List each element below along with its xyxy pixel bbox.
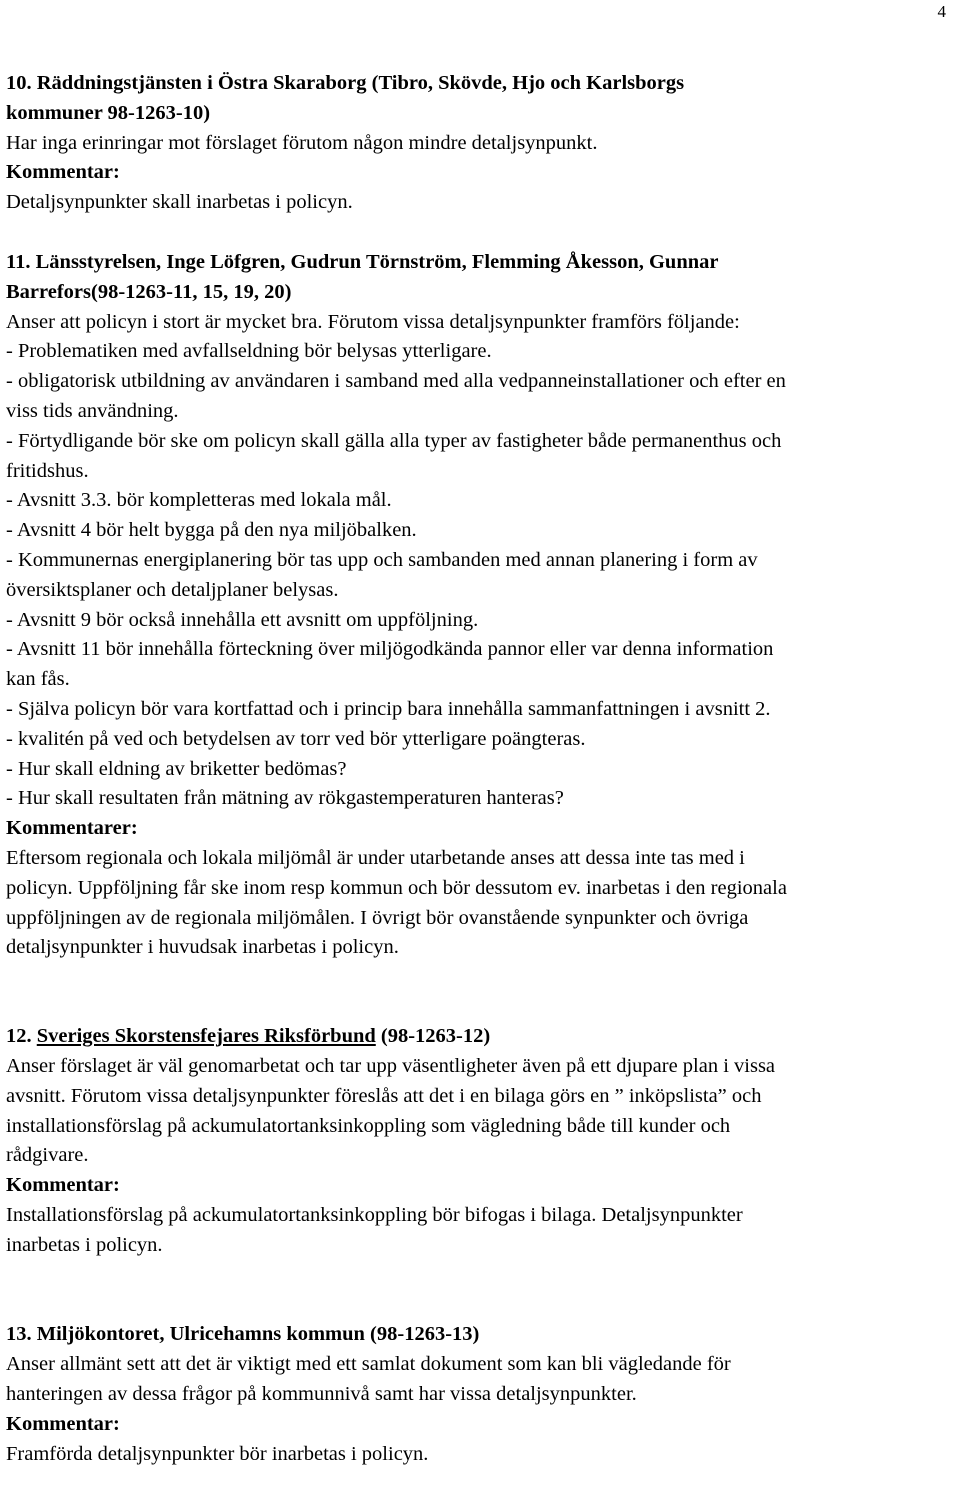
section-11-body-line: fritidshus.	[6, 459, 89, 482]
section-10-comment-line-1: Detaljsynpunkter skall inarbetas i policyn.	[6, 191, 353, 214]
section-12-heading-reference: (98-1263-12)	[380, 1025, 491, 1048]
section-11-heading-line-1: 11. Länsstyrelsen, Inge Löfgren, Gudrun Törnström, Flemming Åkesson, Gunnar	[6, 250, 719, 273]
section-11	[6, 248, 958, 963]
section-13-comment-line: Framförda detaljsynpunkter bör inarbetas i policyn.	[6, 1442, 429, 1465]
section-11-body-line: - kvalitén på ved och betydelsen av torr ved bör ytterligare poängteras.	[6, 727, 586, 750]
spacer	[6, 218, 958, 248]
section-11-body-line: - Själva policyn bör vara kortfattad och i princip bara innehålla sammanfattningen i avsnitt 2.	[6, 697, 771, 720]
section-11-body-line: - Hur skall eldning av briketter bedömas?	[6, 757, 347, 780]
section-11-body-line: - Avsnitt 3.3. bör kompletteras med lokala mål.	[6, 489, 392, 512]
page-number: 4	[937, 2, 946, 21]
section-11-comment-line: uppföljningen av de regionala miljömålen. I övrigt bör ovanstående synpunkter och övriga	[6, 906, 749, 929]
section-10-heading-line-1: 10. Räddningstjänsten i Östra Skaraborg (Tibro, Skövde, Hjo och Karlsborgs	[6, 72, 685, 94]
section-11-comment-label: Kommentarer:	[6, 817, 138, 840]
section-12-body-line: rådgivare.	[6, 1144, 89, 1167]
section-10-body-line-1: Har inga erinringar mot förslaget förutom någon mindre detaljsynpunkt.	[6, 131, 598, 154]
section-11-body-line: - Hur skall resultaten från mätning av rökgastemperaturen hanteras?	[6, 787, 564, 810]
section-11-heading-line-2: Barrefors(98-1263-11, 15, 19, 20)	[6, 280, 292, 303]
section-12-body-line: installationsförslag på ackumulatortanksinkoppling som vägledning både till kunder och	[6, 1114, 731, 1137]
section-10-heading-line-2: kommuner 98-1263-10)	[6, 101, 211, 124]
section-12	[6, 1022, 958, 1260]
section-11-comment-line: Eftersom regionala och lokala miljömål är under utarbetande anses att dessa inte tas med i	[6, 846, 745, 869]
section-11-comment-line: detaljsynpunkter i huvudsak inarbetas i policyn.	[6, 936, 399, 959]
section-12-body-line: avsnitt. Förutom vissa detaljsynpunkter föreslås att det i en bilaga görs en ” inköpslista” och	[6, 1084, 762, 1107]
section-12-heading-number: 12.	[6, 1025, 32, 1048]
section-11-comment-line: policyn. Uppföljning får ske inom resp kommun och bör dessutom ev. inarbetas i den regionala	[6, 876, 787, 899]
section-11-body-line: - Kommunernas energiplanering bör tas upp och sambanden med annan planering i form av	[6, 548, 758, 571]
section-11-body-line: - Avsnitt 4 bör helt bygga på den nya miljöbalken.	[6, 519, 417, 542]
section-11-body-line: - Avsnitt 9 bör också innehålla ett avsnitt om uppföljning.	[6, 608, 479, 631]
section-11-body-line: - Avsnitt 11 bör innehålla förteckning över miljögodkända pannor eller var denna information	[6, 638, 774, 661]
section-12-comment-line: Installationsförslag på ackumulatortanksinkoppling bör bifogas i bilaga. Detaljsynpunkter	[6, 1203, 743, 1226]
section-11-body-line: - obligatorisk utbildning av användaren i samband med alla vedpanneinstallationer och efter en	[6, 370, 786, 393]
section-10	[6, 69, 958, 218]
section-11-body-line: Anser att policyn i stort är mycket bra. Förutom vissa detaljsynpunkter framförs följande:	[6, 310, 740, 333]
section-11-body-line: kan fås.	[6, 668, 70, 691]
section-13-body-line: Anser allmänt sett att det är viktigt med ett samlat dokument som kan bli vägledande för	[6, 1353, 731, 1376]
spacer	[6, 963, 958, 1022]
document-body	[6, 69, 958, 1469]
section-12-comment-label: Kommentar:	[6, 1174, 120, 1197]
section-11-body-line: - Förtydligande bör ske om policyn skall gälla alla typer av fastigheter både permanenthus och	[6, 429, 782, 452]
section-13	[6, 1320, 958, 1469]
section-11-body-line: översiktsplaner och detaljplaner belysas.	[6, 578, 339, 601]
section-11-body-line: - Problematiken med avfallseldning bör belysas ytterligare.	[6, 340, 492, 363]
section-13-comment-label: Kommentar:	[6, 1412, 120, 1435]
section-12-heading	[6, 1022, 958, 1052]
section-13-body-line: hanteringen av dessa frågor på kommunnivå samt har vissa detaljsynpunkter.	[6, 1383, 637, 1406]
section-11-body-line: viss tids användning.	[6, 399, 179, 422]
section-12-body-line: Anser förslaget är väl genomarbetat och tar upp väsentligheter även på ett djupare plan i vissa	[6, 1054, 776, 1077]
section-12-heading-title: Sveriges Skorstensfejares Riksförbund	[36, 1025, 376, 1048]
section-13-heading: 13. Miljökontoret, Ulricehamns kommun (98-1263-13)	[6, 1323, 480, 1346]
section-12-comment-line: inarbetas i policyn.	[6, 1233, 163, 1256]
spacer	[6, 1260, 958, 1320]
section-10-comment-label: Kommentar:	[6, 161, 120, 184]
